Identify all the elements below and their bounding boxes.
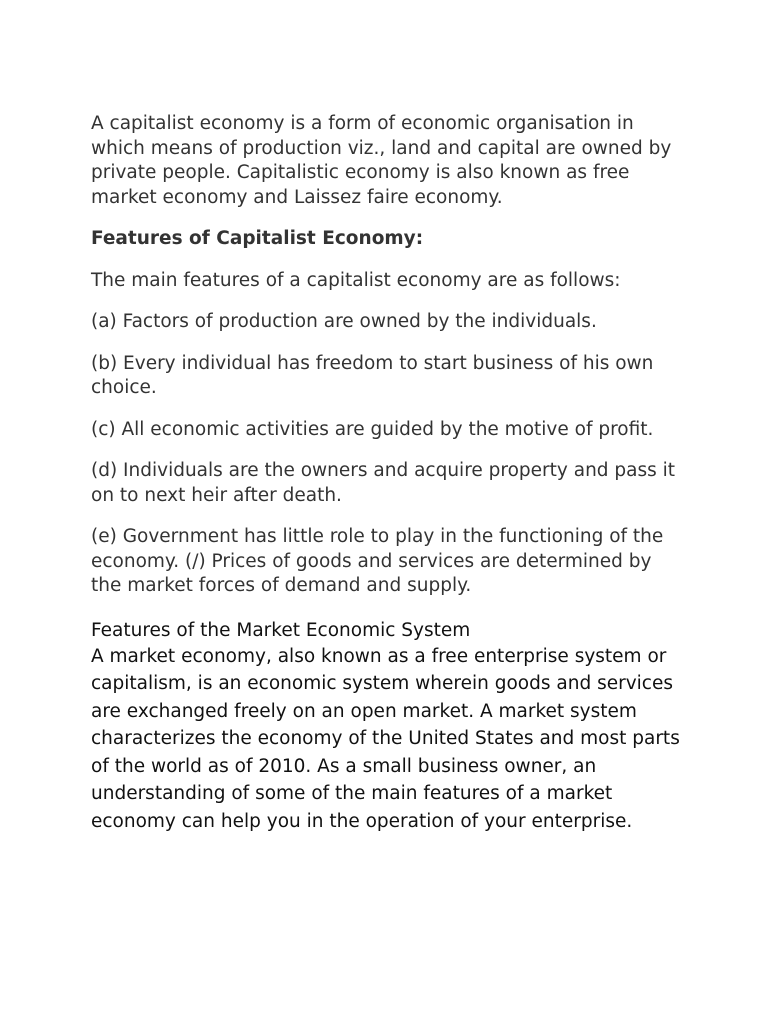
feature-item-c: (c) All economic activities are guided by the motive of profit. [91,418,654,440]
features-heading: Features of Capitalist Economy: [91,228,424,249]
features-intro: The main features of a capitalist economy are as follows: [91,269,621,291]
feature-item-d: (d) Individuals are the owners and acquire property and pass it on to next heir after death. [91,460,676,506]
market-section-body: A market economy, also known as a free enterprise system or capitalism, is an economic system wherein goods and services are exchanged freely on an open market. A market system characterizes the economy of the United States and most parts of the world as of 2010. As a small business owner, an understanding of some of the main features of a market economy can help you in the operation of your enterprise. [91,645,680,833]
feature-item-b: (b) Every individual has freedom to start business of his own choice. [91,352,654,398]
document-page [91,112,681,836]
intro-paragraph: A capitalist economy is a form of economic organisation in which means of production viz., land and capital are owned by private people. Capitalistic economy is also known as free market economy and Laissez faire economy. [91,113,672,208]
feature-item-a: (a) Factors of production are owned by the individuals. [91,311,597,332]
market-section-title: Features of the Market Economic System [91,619,471,641]
feature-item-e: (e) Government has little role to play in the functioning of the economy. (/) Prices of goods and services are determined by the market forces of demand and supply. [91,526,664,596]
